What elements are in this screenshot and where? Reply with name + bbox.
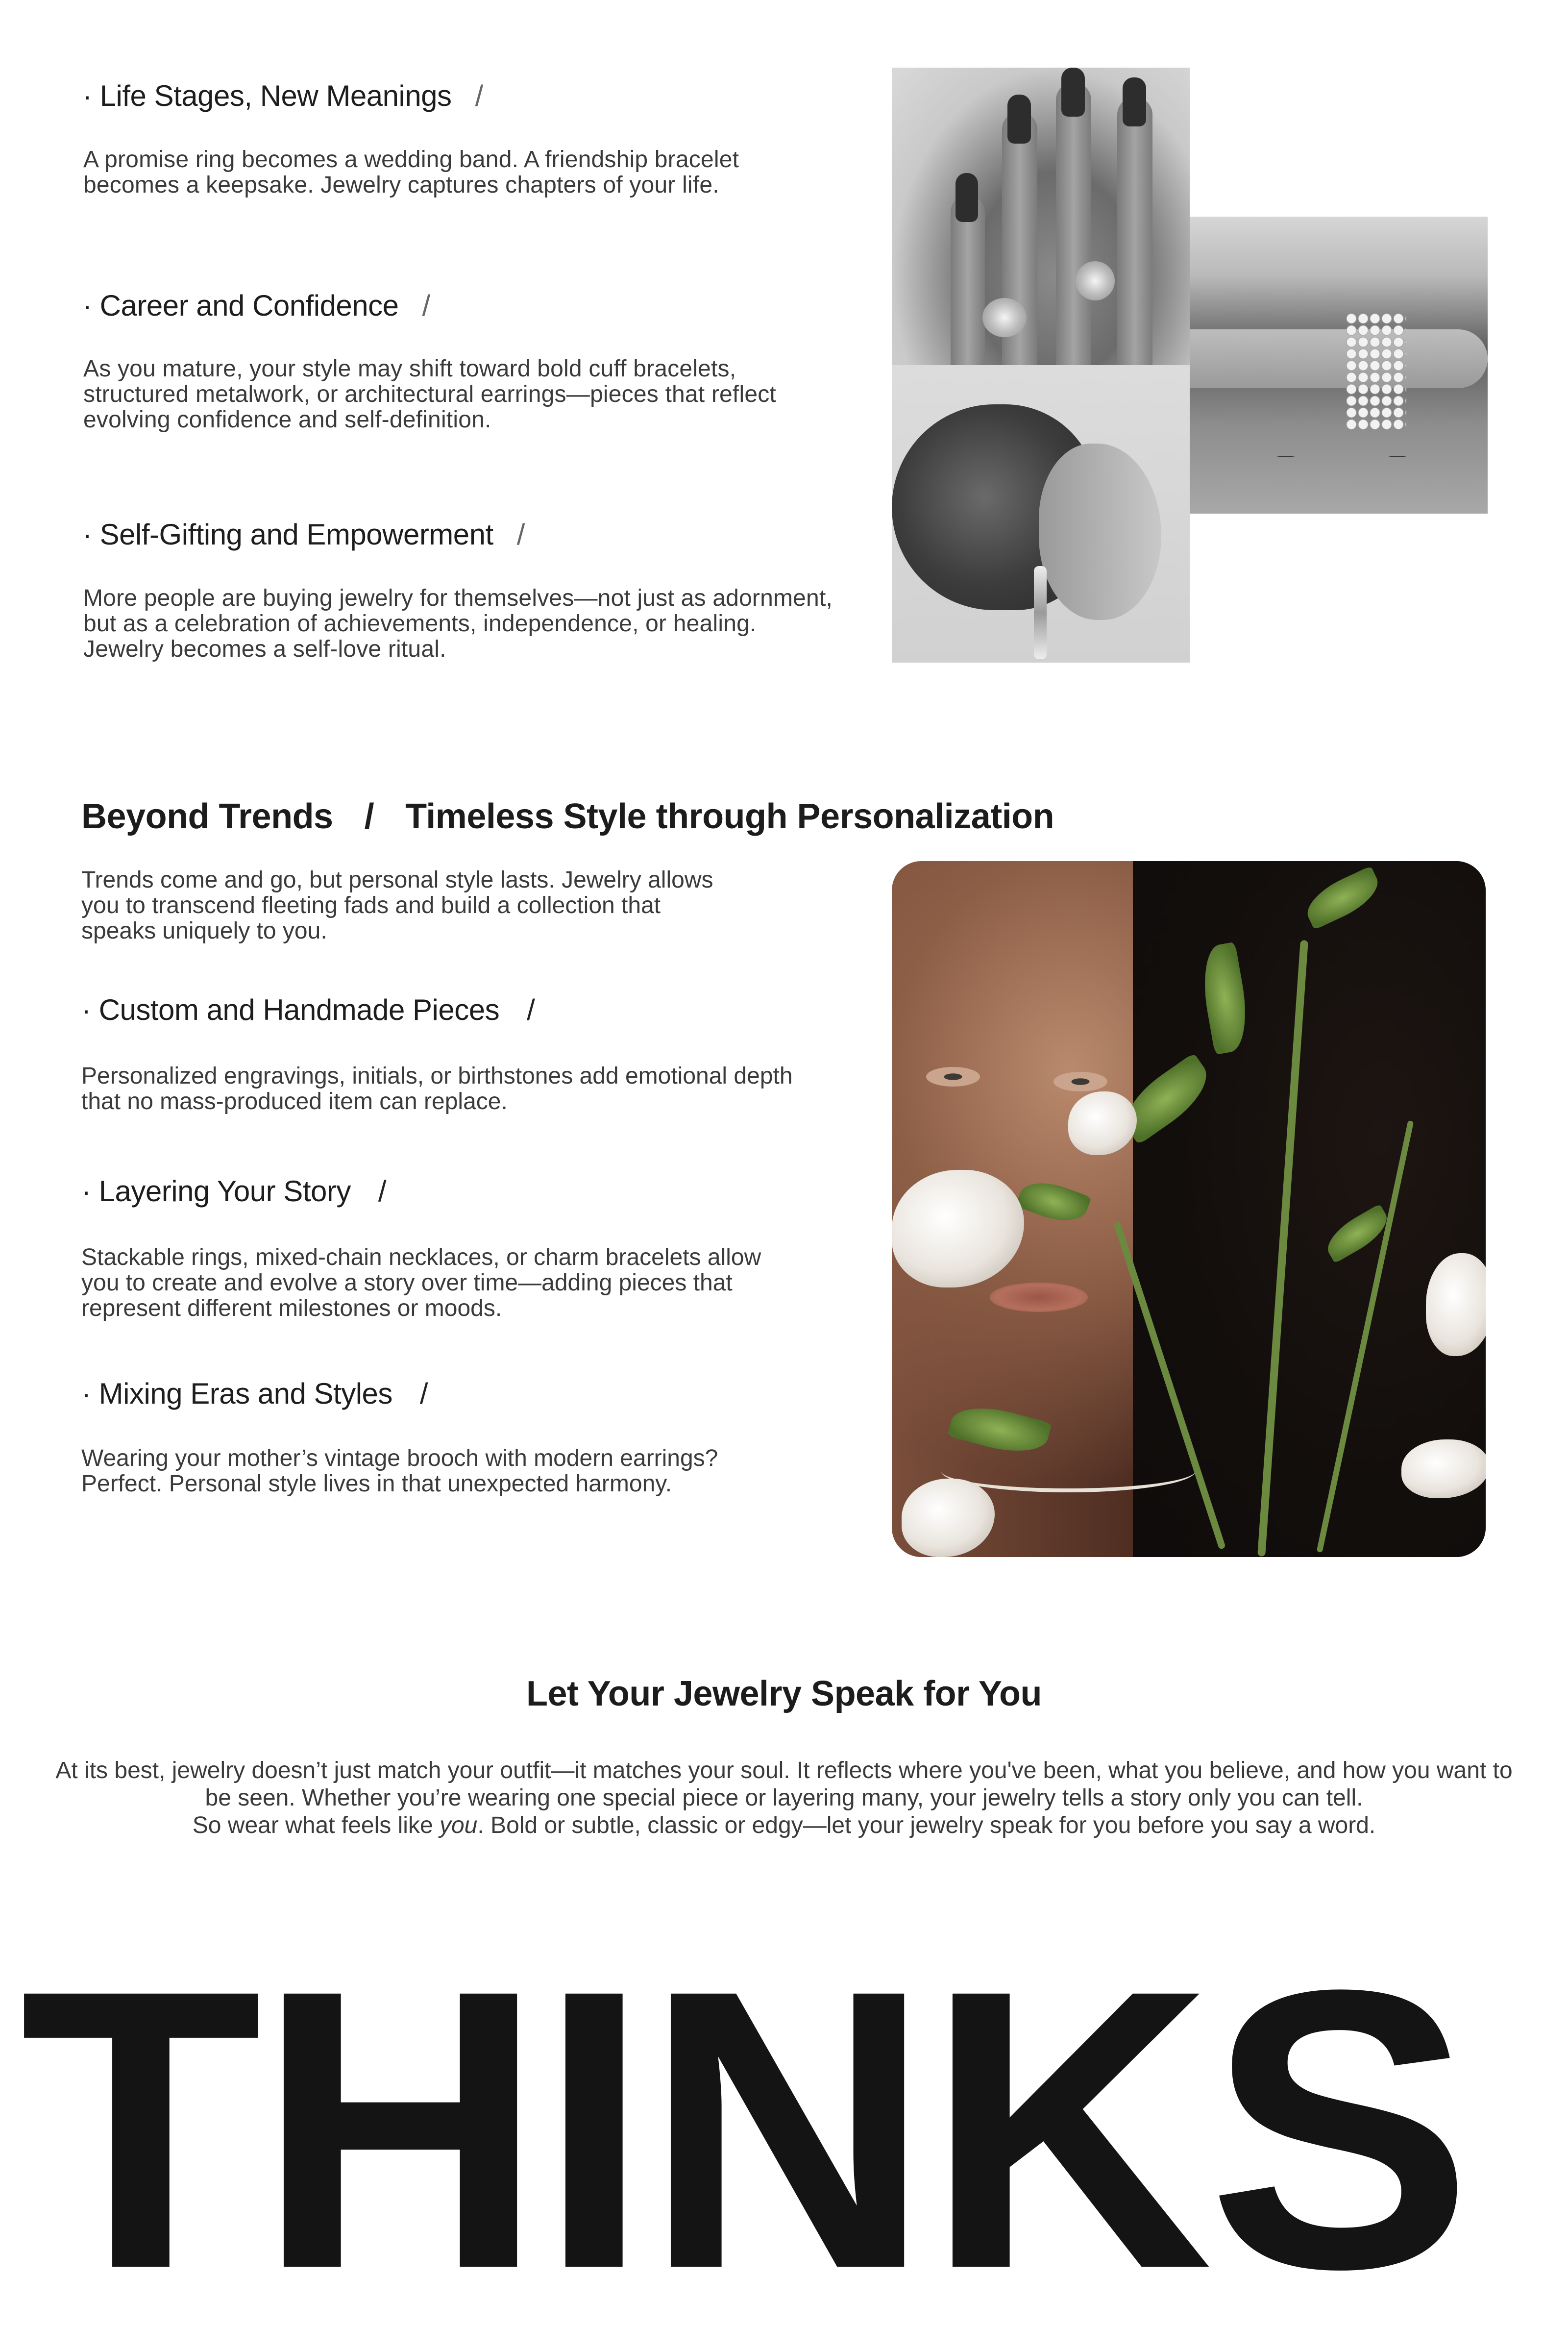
eye-shape — [1054, 1072, 1107, 1091]
nail-shape — [1061, 68, 1085, 117]
nail-shape — [956, 173, 978, 222]
item-body-layering: Stackable rings, mixed-chain necklaces, or charm bracelets allow you to create and evolve a story over time—adding pieces that represent different milestones or moods. — [81, 1244, 761, 1321]
item-title-mixing-eras — [81, 1376, 428, 1411]
title-slash: / — [378, 1175, 387, 1208]
section-heading-beyond-trends — [81, 796, 1054, 837]
title-slash: / — [419, 1377, 428, 1410]
pearl-bracelet-shape — [1346, 313, 1406, 430]
flower-bloom-shape — [1401, 1439, 1486, 1498]
eye-shape — [926, 1067, 980, 1087]
item-title-custom-handmade — [81, 992, 535, 1028]
section-intro: Trends come and go, but personal style lasts. Jewelry allows you to transcend fleeting fads and build a collection that speaks uniquely to you. — [81, 867, 713, 944]
flower-bloom-shape — [892, 1170, 1024, 1287]
closing-paragraph-1: At its best, jewelry doesn’t just match your outfit—it matches your soul. It reflects where you've been, what you believe, and how you want to be seen. Whether you’re wearing one special piece or layering many, your jewelry tells a story only you can tell. — [55, 1757, 1513, 1811]
heading-right: Timeless Style through Personalization — [405, 797, 1054, 836]
arm-shape — [1190, 329, 1488, 388]
pearl-bracelet-photo — [1190, 217, 1488, 514]
closing-text: . Bold or subtle, classic or edgy—let your jewelry speak for you before you say a word. — [477, 1812, 1376, 1838]
nail-shape — [1007, 95, 1031, 144]
item-title-self-gifting — [82, 517, 525, 552]
title-slash: / — [527, 993, 535, 1026]
title-slash: / — [422, 289, 430, 322]
item-title-text: · Custom and Handmade Pieces — [81, 993, 500, 1026]
earring-shape — [1034, 566, 1047, 659]
woman-with-flowers-photo — [892, 861, 1486, 1557]
item-title-text: · Mixing Eras and Styles — [81, 1377, 392, 1410]
heading-left: Beyond Trends — [81, 797, 333, 836]
item-title-career — [82, 288, 430, 323]
ring-shape — [1076, 261, 1115, 300]
hand-with-rings-photo — [892, 68, 1190, 365]
face-shape — [1039, 444, 1161, 620]
item-title-layering — [81, 1174, 386, 1209]
closing-emphasis: you — [439, 1812, 478, 1838]
earring-portrait-photo — [892, 365, 1190, 663]
lips-shape — [990, 1283, 1088, 1312]
closing-title: Let Your Jewelry Speak for You — [526, 1674, 1042, 1713]
item-title-text: · Life Stages, New Meanings — [82, 79, 452, 112]
title-slash: / — [475, 79, 483, 112]
flower-bloom-shape — [1068, 1091, 1137, 1155]
closing-text: So wear what feels like — [192, 1812, 440, 1838]
heading-slash: / — [364, 797, 374, 836]
ring-shape — [982, 298, 1027, 337]
leaf-shape — [1015, 1174, 1091, 1230]
brand-wordmark: THINKS — [20, 1907, 1468, 2351]
nail-shape — [1123, 77, 1146, 126]
item-title-text: · Self-Gifting and Empowerment — [82, 518, 493, 551]
item-body-mixing-eras: Wearing your mother’s vintage brooch with modern earrings? Perfect. Personal style lives in that unexpected harmony. — [81, 1445, 718, 1497]
closing-paragraph-2 — [49, 1812, 1519, 1839]
item-title-text: · Career and Confidence — [82, 289, 399, 322]
finger-shape — [1117, 97, 1152, 365]
item-body-self-gifting: More people are buying jewelry for themselves—not just as adornment, but as a celebration of achievements, independence, or healing. Jewelry becomes a self-love ritual. — [83, 585, 833, 662]
item-title-text: · Layering Your Story — [81, 1175, 351, 1208]
closing-body — [49, 1757, 1519, 1839]
item-title-life-stages — [82, 78, 483, 114]
flower-bloom-shape — [902, 1479, 995, 1557]
item-body-custom-handmade: Personalized engravings, initials, or birthstones add emotional depth that no mass-produced item can replace. — [81, 1063, 793, 1114]
item-body-career: As you mature, your style may shift toward bold cuff bracelets, structured metalwork, or architectural earrings—pieces that reflect evolving confidence and self-definition. — [83, 356, 776, 433]
item-body-life-stages: A promise ring becomes a wedding band. A friendship bracelet becomes a keepsake. Jewelry captures chapters of your life. — [83, 147, 739, 198]
eyes-shape — [1249, 447, 1435, 467]
necklace-shape — [941, 1449, 1196, 1492]
title-slash: / — [516, 518, 525, 551]
finger-shape — [1056, 82, 1091, 365]
